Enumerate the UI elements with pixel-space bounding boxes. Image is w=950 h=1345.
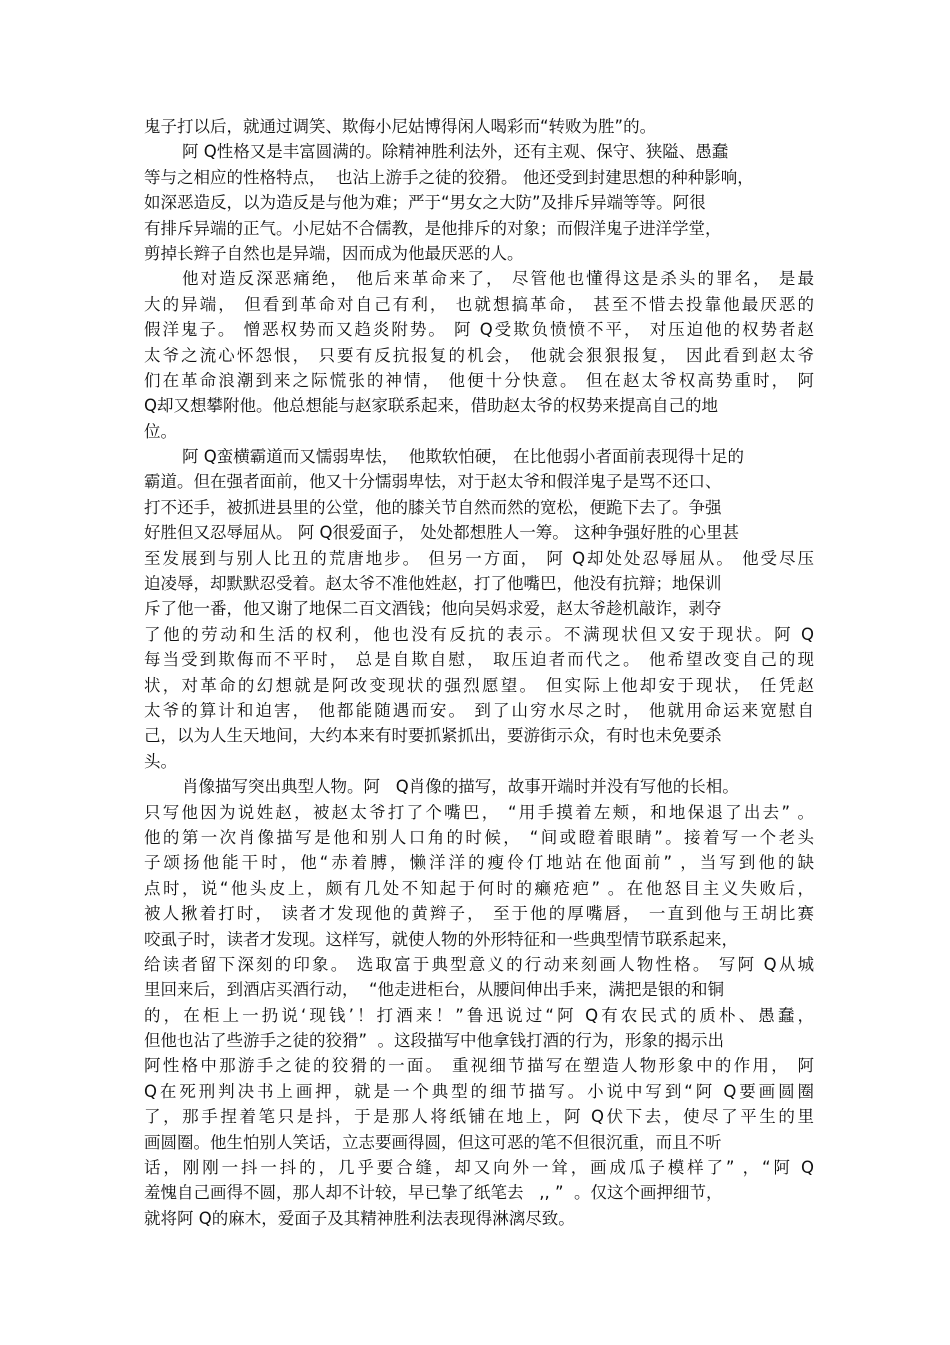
text-line: 等与之相应的性格特点， 也沾上游手之徒的狡猾。 他还受到封建思想的种种影响， <box>144 167 754 187</box>
text-line: 太爷之流心怀怨恨， 只要有反抗报复的机会， 他就会狠狠报复， 因此看到赵太爷 <box>144 345 814 365</box>
text-line: 里回来后，到酒店买酒行动， “他走进柜台，从腰间伸出手来，满把是银的和铜 <box>144 980 725 1000</box>
text-line: Q在死刑判决书上画押，就是一个典型的细节描写。小说中写到“阿 Q要画圆圈 <box>144 1081 814 1101</box>
text-line: 位。 <box>144 421 177 441</box>
text-line: 斥了他一番，他又谢了地保二百文酒钱；他向吴妈求爱，赵太爷趁机敲诈，剥夺 <box>144 599 722 619</box>
text-line: 话，刚刚一抖一抖的，几乎要合缝，却又向外一耸，画成瓜子模样了” ，“阿 Q <box>144 1158 814 1178</box>
text-line: 们在革命浪潮到来之际慌张的神情， 他便十分快意。 但在赵太爷权高势重时， 阿 <box>144 370 814 390</box>
text-line: 就将阿 Q的麻木，爱面子及其精神胜利法表现得淋漓尽致。 <box>144 1208 575 1228</box>
text-line: 了他的劳动和生活的权利，他也没有反抗的表示。不满现状但又安于现状。阿 Q <box>144 624 814 644</box>
text-line: 羞愧自己画得不圆，那人却不计较，早已挚了纸笔去 ,, ” 。仅这个画押细节， <box>144 1183 723 1203</box>
text-line: 霸道。但在强者面前，他又十分懦弱卑怯，对于赵太爷和假洋鬼子是骂不还口、 <box>144 472 722 492</box>
text-line: 他对造反深恶痛绝， 他后来革命来了， 尽管他也懂得这是杀头的罪名， 是最 <box>182 269 814 289</box>
text-line: 阿性格中那游手之徒的狡猾的一面。 重视细节描写在塑造人物形象中的作用， 阿 <box>144 1056 814 1076</box>
text-line: 画圆圈。他生怕别人笑话，立志要画得圆，但这可恶的笔不但很沉重，而且不听 <box>144 1132 722 1152</box>
text-line: 阿 Q蛮横霸道而又懦弱卑怯， 他欺软怕硬， 在比他弱小者面前表现得十足的 <box>182 447 744 467</box>
text-line: 头。 <box>144 751 177 771</box>
text-line: 如深恶造反，以为造反是与他为难；严于“男女之大防”及排斥异端等等。阿很 <box>144 193 706 213</box>
text-line: Q却又想攀附他。他总想能与赵家联系起来，借助赵太爷的权势来提高自己的地 <box>144 396 718 416</box>
text-line: 剪掉长辫子自然也是异端，因而成为他最厌恶的人。 <box>144 243 524 263</box>
text-line: 己，以为人生天地间，大约本来有时要抓紧抓出，要游街示众，有时也未免要杀 <box>144 726 722 746</box>
text-line: 点时，说“他头皮上，颇有几处不知起于何时的癞疮疤” 。在他怒目主义失败后， <box>144 878 814 898</box>
text-line: 有排斥异端的正气。小尼姑不合儒教，是他排斥的对象；而假洋鬼子进洋学堂， <box>144 218 722 238</box>
text-line: 只写他因为说姓赵，被赵太爷打了个嘴巴， “用手摸着左颊，和地保退了出去” 。 <box>144 802 814 822</box>
text-line: 至发展到与别人比丑的荒唐地步。 但另一方面， 阿 Q却处处忍辱屈从。 他受尽压 <box>144 548 814 568</box>
text-line: 子颂扬他能干时，他“赤着膊，懒洋洋的瘦伶仃地站在他面前” ，当写到他的缺 <box>144 853 814 873</box>
text-line: 了，那手捏着笔只是抖，于是那人将纸铺在地上，阿 Q伏下去，使尽了平生的里 <box>144 1107 814 1127</box>
text-line: 好胜但又忍辱屈从。 阿 Q很爱面子， 处处都想胜人一筹。 这种争强好胜的心里甚 <box>144 523 739 543</box>
text-line: 但他也沾了些游手之徒的狡猾” 。这段描写中他拿钱打酒的行为，形象的揭示出 <box>144 1031 725 1051</box>
text-line: 肖像描写突出典型人物。阿 Q肖像的描写，故事开端时并没有写他的长相。 <box>182 777 739 797</box>
text-line: 状，对革命的幻想就是阿改变现状的强烈愿望。 但实际上他却安于现状， 任凭赵 <box>144 675 814 695</box>
text-line: 的，在柜上一扔说‘现钱’！打酒来！”鲁迅说过“阿 Q有农民式的质朴、愚蠢， <box>144 1005 814 1025</box>
text-line: 每当受到欺侮而不平时， 总是自欺自慰， 取压迫者而代之。 他希望改变自己的现 <box>144 650 814 670</box>
text-line: 咬虱子时，读者才发现。这样写，就使人物的外形特征和一些典型情节联系起来， <box>144 929 738 949</box>
text-line: 太爷的算计和迫害， 他都能随遇而安。 到了山穷水尽之时， 他就用命运来宽慰自 <box>144 700 814 720</box>
text-line: 鬼子打以后，就通过调笑、欺侮小尼姑博得闲人喝彩而“转败为胜”的。 <box>144 117 657 136</box>
text-line: 打不还手，被抓进县里的公堂，他的膝关节自然而然的宽松，便跪下去了。争强 <box>144 497 722 517</box>
text-line: 大的异端， 但看到革命对自己有利， 也就想搞革命， 甚至不惜去投靠他最厌恶的 <box>144 294 814 314</box>
text-line: 被人揪着打时， 读者才发现他的黄辫子， 至于他的厚嘴唇， 一直到他与王胡比赛 <box>144 904 814 924</box>
article-body <box>144 114 814 1231</box>
text-line: 迫凌辱，却默默忍受着。赵太爷不准他姓赵，打了他嘴巴，他没有抗辩；地保训 <box>144 574 722 594</box>
text-line: 他的第一次肖像描写是他和别人口角的时候， “间或瞪着眼睛”。接着写一个老头 <box>144 827 814 847</box>
text-line: 假洋鬼子。 憎恶权势而又趋炎附势。 阿 Q受欺负愤愤不平， 对压迫他的权势者赵 <box>144 320 814 340</box>
text-line: 阿 Q性格又是丰富圆满的。除精神胜利法外，还有主观、保守、狭隘、愚蠢 <box>182 142 729 162</box>
text-line: 给读者留下深刻的印象。 选取富于典型意义的行动来刻画人物性格。 写阿 Q从城 <box>144 954 814 974</box>
